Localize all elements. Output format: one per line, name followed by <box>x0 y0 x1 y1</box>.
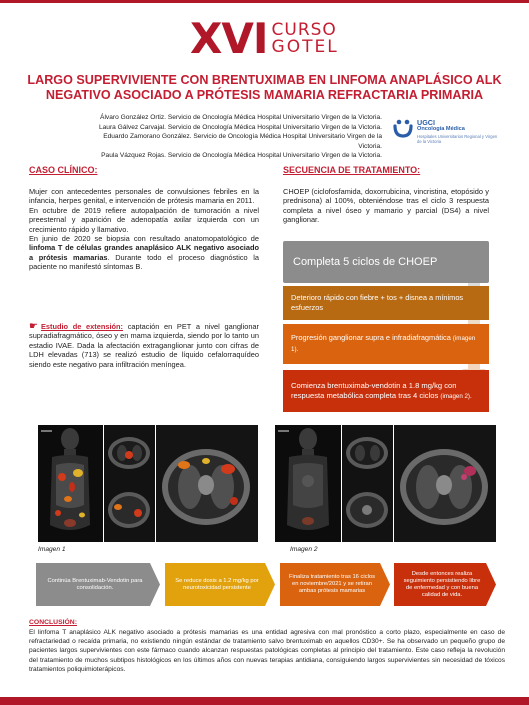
title-line-1: LARGO SUPERVIVIENTE CON BRENTUXIMAB EN LINFOMA ANAPLÁSICO ALK <box>27 73 502 87</box>
caso-p3-c: . Durante todo el proceso diagnóstico la paciente no manifestó síntomas B. <box>29 252 260 272</box>
bottom-band <box>0 697 529 705</box>
caption-imagen-1: Imagen 1 <box>38 546 66 553</box>
caso-p2: En octubre de 2019 refiere autopalpación de tumoración a nivel preesternal y aparición de adenopatía axilar izquierda con un crecimiento rápido y llamativo. <box>29 205 259 234</box>
caso-p3-a: En junio de 2020 se biopsia con resultado anatomopatológico de <box>29 234 259 244</box>
extension-body: captación en PET a nivel ganglionar supradiafragmático, óseo y en mama izquierda, siendo por lo tanto un estadio IVAE. Dada la afectación extraganglionar junto con cifras de LDH elevadas (713) se realizó estudio de líquido cefalorraquídeo siendo este negativo para infiltración meníngea. <box>29 322 259 369</box>
author-4: Paula Vázquez Rojas. Servicio de Oncología Médica Hospital Universitario Virgen de la Victoria. <box>101 152 382 159</box>
ugci-name: UGCI <box>417 118 435 127</box>
author-2: Laura Gálvez Carvajal. Servicio de Oncología Médica Hospital Universitario Virgen de la Victoria. <box>98 123 382 131</box>
bottom-flow-step-1: Continúa Brentuximab-Vendotin para consolidación. <box>47 577 143 591</box>
flow-step-1-text: Deterioro rápido con fiebre + tos + disnea a mínimos esfuerzos <box>291 293 464 312</box>
bottom-flow-step-2: Se reduce dosis a 1.2 mg/kg por neurotoxicidad persistente <box>175 577 259 591</box>
bottom-flow-step-3: Finaliza tratamiento tras 16 ciclos en noviembre/2021 y se retiran ambas prótesis mamarias <box>288 574 376 594</box>
flow-step-choep: Completa 5 ciclos de CHOEP <box>283 241 489 283</box>
flow-step-3-text: Comienza brentuximab-vendotin a 1.8 mg/kg con respuesta metabólica completa tras 4 ciclos (imagen 2). <box>291 380 472 400</box>
extension-label: Estudio de extensión: <box>40 322 124 331</box>
pointing-hand-icon: ☛ <box>29 321 38 332</box>
logo-word-curso: CURSO <box>271 20 337 40</box>
logo-number: XVI <box>190 14 268 63</box>
logo-word-gotel: GOTEL <box>271 37 339 57</box>
conclusion-heading: CONCLUSIÓN: <box>29 619 77 626</box>
ugci-hospital: Hospitales Universitarios Regional y Virgen de la Victoria <box>417 134 498 144</box>
conclusion-text: El linfoma T anaplásico ALK negativo asociado a prótesis mamarias es una entidad agresiva con mal pronóstico a corto plazo, especialmente en caso de refractariedad o recaída primaria, no existiendo ningún estándar de tratamiento salvo brentuximab en aquellos CD30+. Se ha observado un pequeño grupo de pacientes largos supervivientes con este fármaco cuando alcanzan respuestas patológicas completas al principio del tratamiento. Este caso refleja la revolución del tratamiento de muchos subtipos histológicos en los últimos años con nuevas terapias antidiana, consiguiendo largos supervivientes sin necesidad de tóxicos tratamientos poliquimioterápicos. <box>29 629 505 673</box>
flow-step-2-text: Progresión ganglionar supra e infradiafragmática (imagen 1). <box>291 333 476 353</box>
author-1: Álvaro González Ortiz. Servicio de Oncología Médica Hospital Universitario Virgen de la Victoria. <box>100 114 382 121</box>
author-3: Eduardo Zamorano González. Servicio de Oncología Médica Hospital Universitario Virgen de la Victoria. <box>103 133 382 150</box>
ugci-unit: Oncología Médica <box>417 126 465 132</box>
caso-heading: CASO CLÍNICO: <box>29 165 98 175</box>
tratamiento-text: CHOEP (ciclofosfamida, doxorrubicina, vincristina, etopósido y prednisona) al 100%, obteniéndose tras el ciclo 3 respuesta completa a nivel óseo y mamario y parcial (DS4) a nivel ganglionar. <box>283 187 489 225</box>
caption-imagen-2: Imagen 2 <box>290 546 318 553</box>
tratamiento-heading: SECUENCIA DE TRATAMIENTO: <box>283 165 421 175</box>
bottom-flow-step-4: Desde entonces realiza seguimiento persistiendo libre de enfermedad y con buena calidad de vida. <box>403 570 481 598</box>
caso-p1: Mujer con antecedentes personales de convulsiones febriles en la infancia, herpes genital, e intervención de prótesis mamaria en 2011. <box>29 187 259 206</box>
title-line-2: NEGATIVO ASOCIADO A PRÓTESIS MAMARIA REFRACTARIA PRIMARIA <box>45 88 484 102</box>
caso-p3-bold: linfoma T de células grandes anaplásico ALK negativo asociado a prótesis mamarias <box>29 243 259 262</box>
